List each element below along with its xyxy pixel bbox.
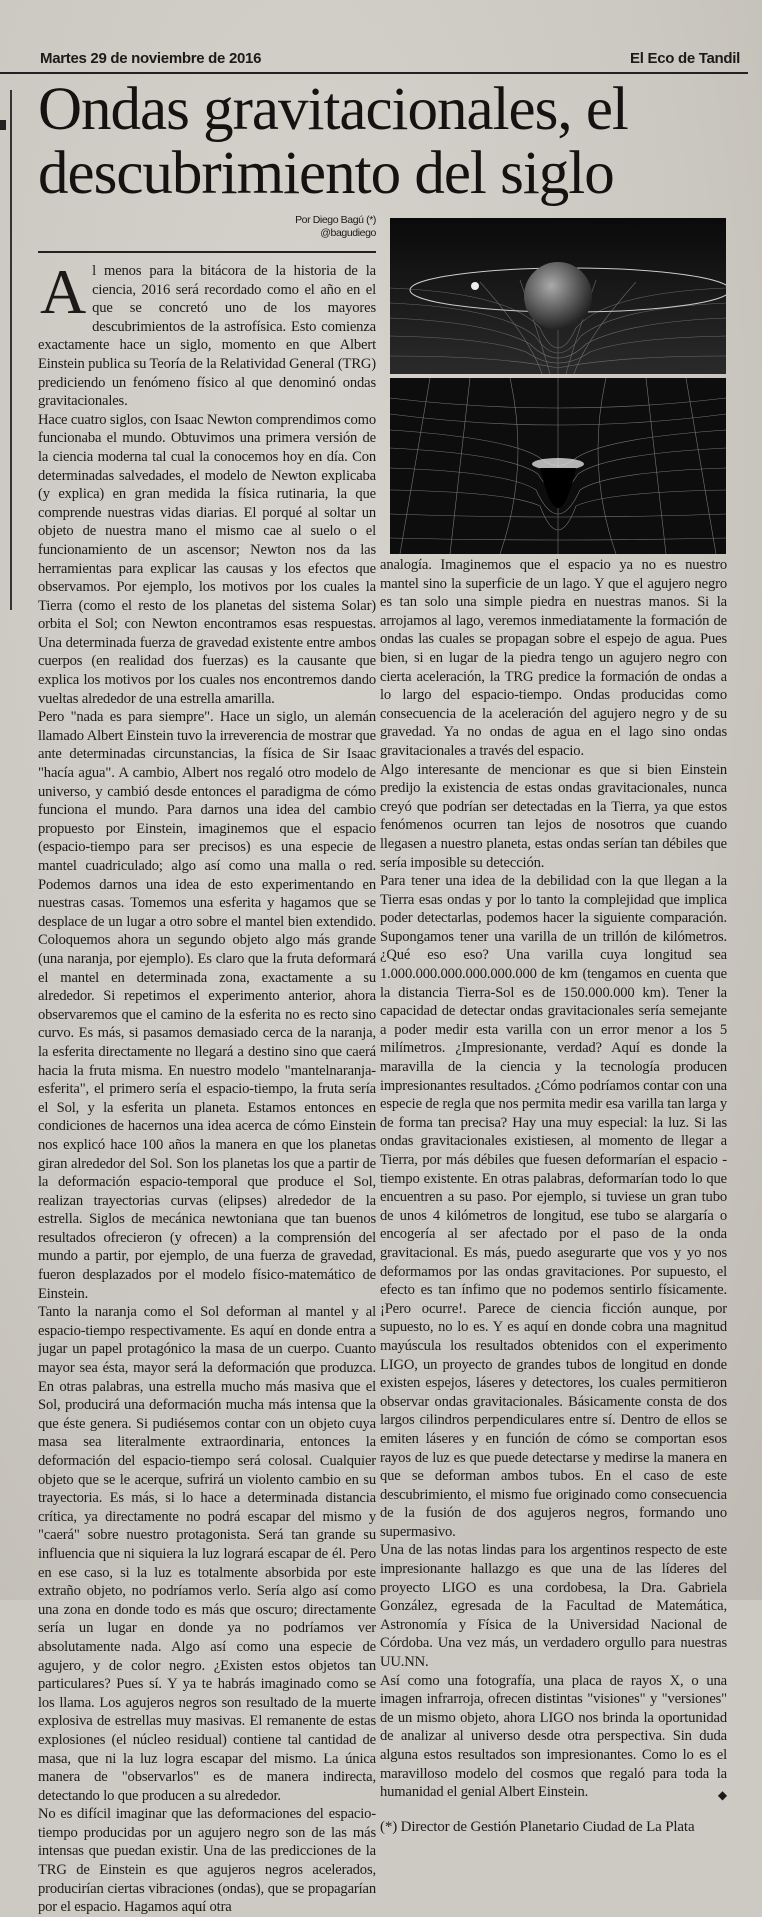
article-paragraph: Así como una fotografía, una placa de rayos X, o una imagen infrarroja, ofrecen distintas "visiones" y "versiones" de un mismo objeto, ahora LIGO nos brinda la oportunidad de analizar al universo desde otra perspectiva. Sin duda alguna estos resultados son impresionantes. Como lo es el maravilloso modelo del cosmos que regaló para toda la humanidad el genial Albert Einstein. ◆ xyxy=(380,1672,727,1802)
article-paragraph: analogía. Imaginemos que el espacio ya no es nuestro mantel sino la superficie de un lago. Y que el agujero negro es tan solo una simple piedra en nuestras manos. Si la arrojamos al lago, veremos inmediatamente la formación de ondas las cuales se propagan sobre el espejo de agua. Pues bien, si en lugar de la piedra tengo un agujero negro con cierta aceleración, la TRG predice la formación de ondas a lo largo del espacio-tiempo. Ondas producidas como consecuencia de la aceleración del agujero negro y de su gravedad. Ya no ondas de agua en el lago sino ondas gravitacionales a través del espacio. xyxy=(380,557,727,759)
headline: Ondas gravitacionales, el descubrimiento del siglo xyxy=(38,76,628,207)
issue-date: Martes 29 de noviembre de 2016 xyxy=(40,50,262,67)
end-of-article-diamond-icon: ◆ xyxy=(717,1788,727,1803)
warped-grid-graphic xyxy=(390,378,726,554)
article-column-right xyxy=(380,556,727,1836)
byline xyxy=(295,214,376,240)
article-column-left xyxy=(38,256,376,1917)
article-paragraph: No es difícil imaginar que las deformaciones del espacio-tiempo producidas por un agujero negro son de las más intensas que puedan existir. Una de las predicciones de la TRG de Einstein es que agujeros negros acelerados, producirían ciertas vibraciones (ondas), que se propagarían por el espacio. Hagamos aquí otra xyxy=(38,1806,376,1916)
orbit-well-graphic xyxy=(390,218,726,374)
byline-rule xyxy=(38,251,376,253)
drop-cap: A xyxy=(40,256,87,327)
article-paragraph: Pero "nada es para siempre". Hace un siglo, un alemán llamado Albert Einstein tuvo la irreverencia de mostrar que ante determinadas circunstancias, la física de Sir Isaac "hacía agua". A cambio, Albert nos regaló otro modelo de universo, y cambió desde entonces el paradigma de cómo funciona el mundo. Para darnos una idea del cambio propuesto por Einstein, imaginemos que el espacio (espacio-tiempo para ser precisos) es una especie de mantel cuadriculado; algo así como una malla o red. Podemos darnos una idea de esto experimentando en nuestras casas. Tomemos una esferita y hagamos que se desplace de un lugar a otro sobre el mantel bien extendido. Coloquemos ahora un segundo objeto algo más grande (una naranja, por ejemplo). Es claro que la fruta deformará el mantel en determinada zona, exactamente a su alrededor. Si repetimos el experimento anterior, ahora observaremos que el camino de la esferita no es recto sino curvo. Es más, si pasamos demasiado cerca de la naranja, la esferita directamente no llegará a destino sino que caerá hacia la fruta misma. En nuestro modelo "mantelnaranja-esferita", el primero sería el espacio-tiempo, la fruta sería el Sol, y la esferita un planeta. Estamos entonces en condiciones de hacernos una idea acerca de cómo Einstein nos explicó hace 100 años la manera en que los planetas giran alrededor del Sol. Son los planetas los que a partir de la deformación espacio-temporal que produce el Sol, realizan trayectorias curvas (elipses) alrededor de la estrella. Siglos de mecánica newtoniana que tan buenos resultados ofrecieron (y ofrecen) a la comprensión del mundo a partir, por ejemplo, de una fuerza de gravedad, fueron desplazados por el modelo físico-matemático de Einstein. xyxy=(38,709,376,1302)
header-rule xyxy=(0,72,748,74)
author-footnote: (*) Director de Gestión Planetario Ciudad de La Plata xyxy=(380,1818,695,1835)
newspaper-name: El Eco de Tandil xyxy=(630,50,740,67)
adjacent-page-edge xyxy=(0,90,12,610)
article-paragraph: Algo interesante de mencionar es que si bien Einstein predijo la existencia de estas ondas gravitacionales, nunca creyó que podrían ser detectadas en la Tierra, ya que estos fenómenos ocurren tan lejos de nosotros que cuando llegasen a nuestro planeta, estas ondas serían tan débiles que sería imposible su detección. xyxy=(380,761,727,871)
adjacent-page-mark xyxy=(0,120,6,130)
article-paragraph: Para tener una idea de la debilidad con la que llegan a la Tierra esas ondas y por lo tanto la complejidad que implica poder detectarlas, podemos hacer la siguiente comparación. Supongamos tener una varilla de un trillón de kilómetros. ¿Qué eso eso? Una varilla cuya longitud sea 1.000.000.000.000.000.000 de km (tengamos en cuenta que la distancia Tierra-Sol es de 150.000.000 km). Tener la capacidad de detectar ondas gravitacionales sería semejante a poder medir esta varilla con un error menor a los 5 milímetros. ¿Impresionante, verdad? Aquí es donde la maravilla de la ciencia y la tecnología producen impresionantes resultados. ¿Cómo podríamos contar con una especie de regla que nos permita medir esa varilla tan larga y de forma tan precisa? Hay una muy especial: la luz. Si las ondas gravitacionales existiesen, al momento de llegar a Tierra, por más débiles que fuesen deformarían el espacio -tiempo existente. En otras palabras, deformarían todo lo que encuentren a su paso. Por ejemplo, si tuviese un gran tubo de unos 4 kilómetros de longitud, ese tubo se alargaría o encogería al ser afectado por el paso de la onda gravitacional. Es más, puedo asegurarte que vos y yo nos deformamos por las ondas gravitaciones. Por supuesto, el efecto es tan ínfimo que no podemos sentirlo físicamente. ¡Pero ocurre!. Parece de ciencia ficción aunque, por supuesto, no lo es. Y es aquí en donde cobra una magnitud mayúscula los resultados obtenidos con el experimento LIGO, un proyecto de grandes tubos de longitud en donde existen espejos, láseres y detectores, los cuales permitieron observar ondas gravitacionales. Básicamente consta de dos largos cilindros perpendiculares entre sí. Dentro de ellos se emiten láseres y en función de cómo se comportan esos rayos de luz es que puede detectarse y medirse la manera en que se deforman ambos tubos. En el caso de este descubrimiento, el mismo fue originado como consecuencia de la fusión de dos agujeros negros, formando uno supermasivo. xyxy=(380,873,727,1540)
article-paragraph: Tanto la naranja como el Sol deforman al mantel y al espacio-tiempo respectivamente. Es aquí en donde entra a jugar un papel protagónico la masa de un cuerpo. Cuanto mayor sea ésta, mayor será la deformación que produzca. En otras palabras, una estrella mucho más masiva que el Sol, producirá una deformación mucha más intensa que la que éste genera. Si pudiésemos contar con un objeto cuya masa sea literalmente extraordinaria, entonces la deformación del espacio-tiempo será colosal. Cualquier objeto que se le acerque, sufrirá un violento cambio en su trayectoria. Es más, si lo hace a determinada distancia crítica, ya directamente no podrá escapar del mismo y "caerá" sobre nuestro protagonista. Será tan grande su influencia que ni siquiera la luz logrará escapar de él. Pero en ese caso, si la luz es totalmente absorbida por este extraño objeto, no podríamos verlo. Sería algo así como una zona en donde todo es más que oscuro; directamente sería un lugar en donde ya no podríamos ver absolutamente nada. Algo así como una especie de agujero, y de color negro. ¿Existen estos objetos tan particulares? Pues sí. Y ya te habrás imaginado como se los llama. Los agujeros negros son resultado de la muerte explosiva de estrellas muy masivas. El remanente de estas explosiones (el núcleo residual) contiene tal cantidad de masa, que ni la luz logra escapar del mismo. La única manera de "observarlos" es de manera indirecta, detectando lo que producen a su alrededor. xyxy=(38,1304,376,1804)
article-paragraph: Hace cuatro siglos, con Isaac Newton comprendimos como funcionaba el mundo. Obtuvimos una primera versión de la ciencia moderna tal cual la conocemos hoy en día. Con determinadas salvedades, el modelo de Newton explicaba (y explica) en gran medida la física rutinaria, la que comprende nuestras vidas diarias. El porqué al soltar un objeto de nuestra mano el mismo cae al suelo o el funcionamiento de un ascensor; Newton nos da las herramientas para explicar las causas y los efectos que observamos. Por ejemplo, los motivos por los cuales la Tierra (como el resto de los planetas del sistema Solar) orbita el Sol; con Newton encontramos esas respuestas. Una determinada fuerza de gravedad existente entre ambos cuerpos (en realidad dos fuerzas) es la causante que explica los motivos por los cuales nos encontremos dando vueltas alrededor de una estrella amarilla. xyxy=(38,411,376,707)
article-paragraph: Al menos para la bitácora de la historia de la ciencia, 2016 será recordado como el año en el que se concretó uno de los mayores descubrimientos de la astrofísica. Esto comienza exactamente hace un siglo, momento en que Albert Einstein publica su Teoría de la Relatividad General (TRG) prediciendo un fenómeno físico al que denominó ondas gravitacionales. xyxy=(38,256,376,410)
author-handle: @bagudiego xyxy=(320,227,376,239)
article-paragraph: Una de las notas lindas para los argentinos respecto de este impresionante hallazgo es que una de las líderes del proyecto LIGO es una cordobesa, la Dra. Gabriela González, egresada de la Facultad de Matemática, Astronomía y Física de la Universidad Nacional de Córdoba. Una vez más, un verdadero orgullo para nuestras UU.NN. xyxy=(380,1542,727,1671)
spacetime-curvature-illustration xyxy=(390,218,726,374)
author: Por Diego Bagú (*) xyxy=(295,214,376,226)
black-hole-grid-illustration xyxy=(390,378,726,554)
